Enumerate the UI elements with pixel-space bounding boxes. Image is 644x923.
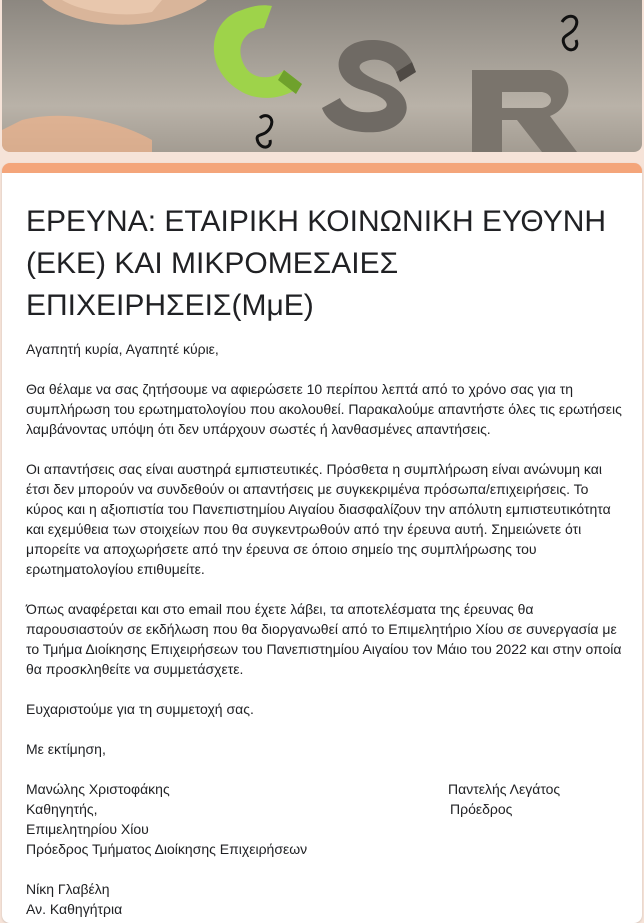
thanks-text: Ευχαριστούμε για τη συμμετοχή σας. (26, 701, 254, 717)
signer-left-name: Μανώλης Χριστοφάκης (26, 781, 170, 797)
signer-left-role1: Καθηγητής, (26, 801, 98, 817)
header-banner-image (2, 0, 642, 152)
results-paragraph: Όπως αναφέρεται και στο email που έχετε λάβει, τα αποτελέσματα της έρευνας θα παρουσιαστούν σε εκδήλωση που θα διοργανωθεί από το Επιμελητήριο Χίου σε συνεργασία με το Τμήμα Διοίκησης Επιχειρήσεων του Πανεπιστημίου Αιγαίου τον Μάιο του 2022 και στην οποία θα προσκληθείτε να συμμετάσχετε. (26, 601, 622, 677)
regards-text: Με εκτίμηση, (26, 741, 106, 757)
confidentiality-paragraph: Οι απαντήσεις σας είναι αυστηρά εμπιστευτικές. Πρόσθετα η συμπλήρωση είναι ανώνυμη και έτσι δεν μπορούν να συνδεθούν οι απαντήσεις με συγκεκριμένα πρόσωπα/επιχειρήσεις. Το κύρος και η αξιοπιστία του Πανεπιστημίου Αιγαίου διασφαλίζουν την απόλυτη εμπιστευτικότητα και εχεμύθεια των στοιχείων που θα συγκεντρωθούν από την έρευνα αυτή. Σημειώνετε ότι μπορείτε να αποχωρήσετε από την έρευνα σε όποιο σημείο της συμπλήρωσης του ερωτηματολογίου επιθυμείτε. (26, 461, 611, 577)
csr-letters-illustration (2, 0, 642, 152)
form-header-card (2, 163, 642, 923)
intro-paragraph: Θα θέλαμε να σας ζητήσουμε να αφιερώσετε 10 περίπου λεπτά από το χρόνο σας για τη συμπλήρωση του ερωτηματολογίου που ακολουθεί. Παρακαλούμε απαντήστε όλες τις ερωτήσεις λαμβάνοντας υπόψη ότι δεν υπάρχουν σωστές ή λανθασμένες απαντήσεις. (26, 381, 622, 437)
form-title: ΕΡΕΥΝΑ: ΕΤΑΙΡΙΚΗ ΚΟΙΝΩΝΙΚΗ ΕΥΘΥΝΗ (ΕΚΕ) ΚΑΙ ΜΙΚΡΟΜΕΣΑΙΕΣ ΕΠΙΧΕΙΡΗΣΕΙΣ(ΜμΕ) (26, 205, 607, 322)
signer-left-role3: Πρόεδρος Τμήματος Διοίκησης Επιχειρήσεων (26, 841, 308, 857)
signer-right-name: Παντελής Λεγάτος (448, 781, 561, 797)
signer-right-role1: Πρόεδρος (450, 801, 513, 817)
signature-block (26, 779, 626, 919)
signer-third-name: Νίκη Γλαβέλη (26, 881, 110, 897)
signer-left-role2: Επιμελητηρίου Χίου (26, 821, 149, 837)
greeting-text: Αγαπητή κυρία, Αγαπητέ κύριε, (26, 341, 219, 357)
signer-third-role1: Αν. Καθηγήτρια (26, 901, 123, 917)
form-description (26, 339, 626, 919)
